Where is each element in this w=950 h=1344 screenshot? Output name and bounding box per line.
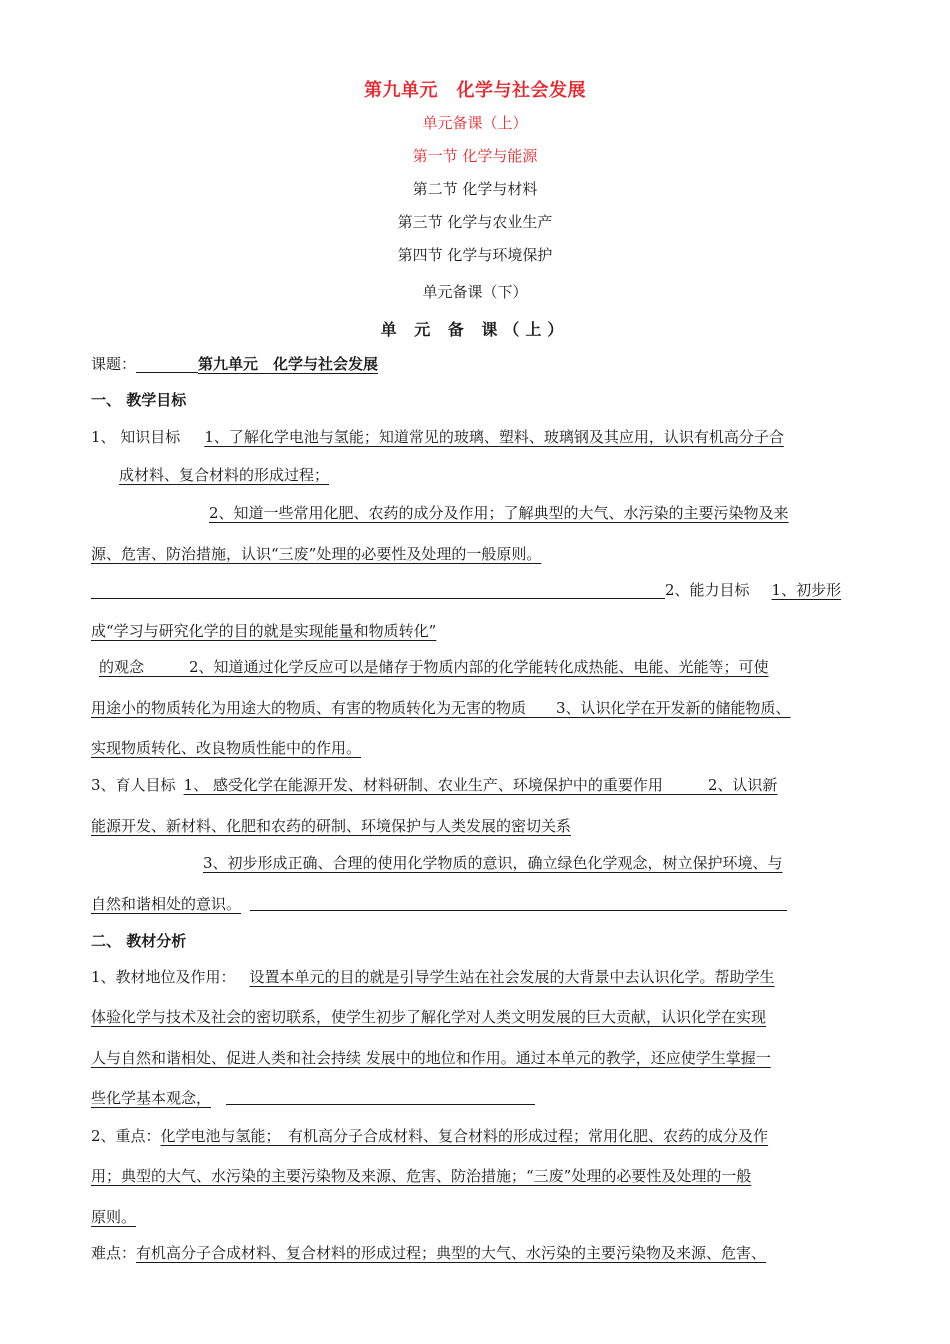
difficult-points-line-1: 难点：有机高分子合成材料、复合材料的形成过程；典型的大气、水污染的主要污染物及来源、危害、: [91, 1244, 767, 1262]
education-goal-line-4: 自然和谐相处的意识。: [91, 895, 242, 913]
toc-item-unit-plan-lower: 单元备课（下）: [422, 283, 528, 301]
material-role-line-3: 人与自然和谐相处、促进人类和社会持续 发展中的地位和作用。通过本单元的教学，还应使学生掌握一: [91, 1049, 771, 1067]
education-goal-line-1: 3、育人目标 1、 感受化学在能源开发、材料研制、农业生产、环境保护中的重要作用 2、认识新: [91, 776, 778, 794]
ability-goal-label: 2、能力目标: [665, 581, 750, 599]
toc-item-section-4: 第四节 化学与环境保护: [397, 246, 553, 264]
knowledge-goal-line-3: 2、知道一些常用化肥、农药的成分及作用；了解典型的大气、水污染的主要污染物及来: [209, 504, 789, 522]
toc-item-section-1: 第一节 化学与能源: [412, 147, 538, 165]
section-subtitle: 单 元 备 课（上）: [380, 320, 570, 339]
blank-rule: [250, 910, 787, 911]
education-goal-label: 3、育人目标: [91, 776, 176, 794]
blank-rule: [91, 598, 665, 599]
knowledge-goal-line-2: 成材料、复合材料的形成过程；: [119, 466, 330, 484]
education-goal-line-3: 3、初步形成正确、合理的使用化学物质的意识，确立绿色化学观念，树立保护环境、与: [203, 854, 783, 872]
key-points-label: 2、重点：: [91, 1127, 161, 1145]
heading-teaching-goals: 一、 教学目标: [91, 391, 187, 409]
topic-value: 第九单元 化学与社会发展: [198, 355, 379, 373]
heading-material-analysis: 二、 教材分析: [91, 932, 187, 950]
topic-line: [91, 353, 378, 374]
knowledge-goal-label: 1、 知识目标: [91, 428, 181, 446]
material-role-line-1: 1、教材地位及作用： 设置本单元的目的就是引导学生站在社会发展的大背景中去认识化学。帮助学生: [91, 968, 775, 986]
blank-rule: [226, 1104, 535, 1105]
topic-blank: [136, 357, 198, 373]
key-points-line-3: 原则。: [91, 1208, 137, 1226]
toc-item-section-2: 第二节 化学与材料: [412, 180, 538, 198]
education-goal-line-2: 能源开发、新材料、化肥和农药的研制、环境保护与人类发展的密切关系: [91, 817, 572, 835]
ability-goal-line-5: 实现物质转化、改良物质性能中的作用。: [91, 739, 362, 757]
ability-goal-line-4: 用途小的物质转化为用途大的物质、有害的物质转化为无害的物质 3、认识化学在开发新的储能物质、: [91, 699, 791, 717]
knowledge-goal-line-1: 1、 知识目标 1、了解化学电池与氢能；知道常见的玻璃、塑料、玻璃钢及其应用，认识有机高分子合: [91, 428, 784, 446]
key-points-line-2: 用；典型的大气、水污染的主要污染物及来源、危害、防治措施；“三废”处理的必要性及处理的一般: [91, 1167, 752, 1185]
toc-item-section-3: 第三节 化学与农业生产: [397, 213, 553, 231]
material-role-label: 1、教材地位及作用：: [91, 968, 236, 986]
material-role-line-4: 些化学基本观念，: [91, 1089, 212, 1107]
ability-goal-line-3: 的观念 2、知道通过化学反应可以是储存于物质内部的化学能转化成热能、电能、光能等；可使: [99, 658, 769, 676]
document-title: 第九单元 化学与社会发展: [364, 80, 586, 101]
key-points-line-1: 2、重点：化学电池与氢能； 有机高分子合成材料、复合材料的形成过程；常用化肥、农药的成分及作: [91, 1127, 769, 1145]
ability-goal-line-1: 2、能力目标 1、初步形: [665, 581, 842, 599]
material-role-line-2: 体验化学与技术及社会的密切联系，使学生初步了解化学对人类文明发展的巨大贡献，认识化学在实现: [91, 1008, 767, 1026]
difficult-points-label: 难点：: [91, 1244, 137, 1262]
ability-goal-line-2: 成“学习与研究化学的目的就是实现能量和物质转化”: [91, 622, 437, 640]
topic-label: 课题：: [91, 355, 137, 373]
toc-item-unit-plan-upper: 单元备课（上）: [422, 114, 528, 132]
knowledge-goal-line-4: 源、危害、防治措施，认识“三废”处理的必要性及处理的一般原则。: [91, 545, 542, 563]
